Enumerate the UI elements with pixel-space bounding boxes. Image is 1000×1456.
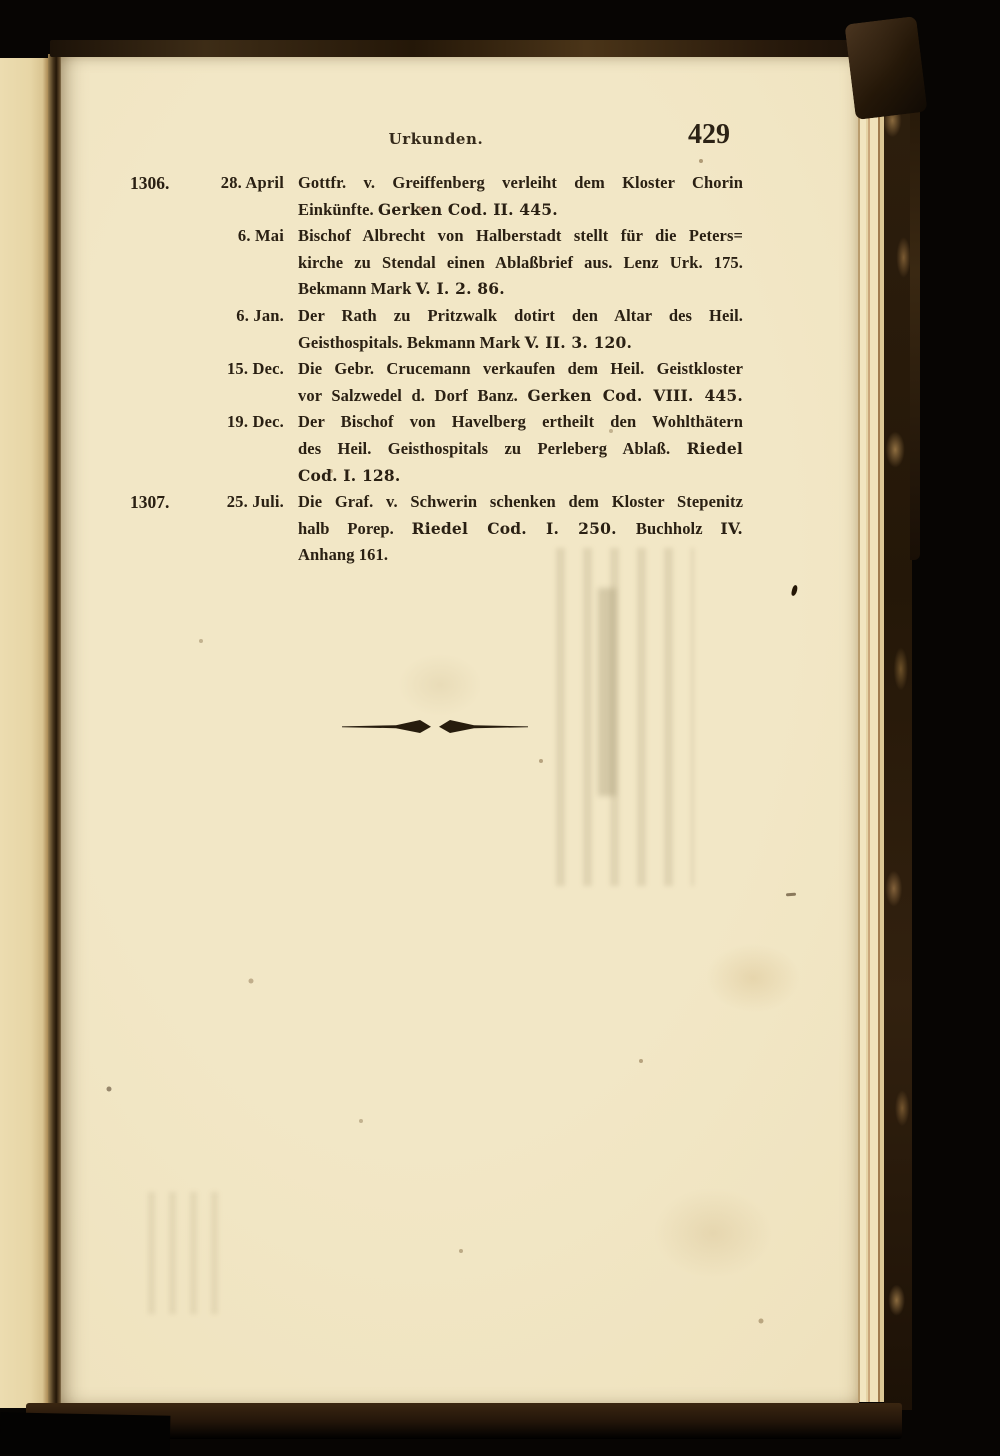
paper-stain	[628, 1168, 798, 1298]
show-through-text-smudge	[148, 1192, 232, 1314]
text-line: Cod. I. 128.	[298, 465, 401, 485]
register-entry	[130, 303, 743, 356]
page-number: 429	[688, 119, 730, 150]
register-entry	[130, 409, 743, 489]
divider-right-spear	[439, 720, 528, 733]
marbled-cover-fringe	[910, 80, 920, 560]
running-title: Urkunden.	[388, 130, 484, 148]
paper-specks	[0, 0, 2, 2]
text-line: kirche zu Stendal einen Ablaßbrief aus. Lenz Urk. 175.	[298, 252, 743, 272]
register-entry	[130, 170, 743, 223]
text-line: Die Gebr. Crucemann verkaufen dem Heil. Geistkloster	[298, 359, 743, 379]
text-line: Bekmann Mark V. I. 2. 86.	[298, 279, 505, 299]
section-divider-ornament	[340, 715, 530, 739]
show-through-text-smudge	[556, 548, 694, 886]
entry-date: 28. April	[220, 173, 284, 192]
left-page-edge	[0, 58, 50, 1408]
text-line: Einkünfte. Gerken Cod. II. 445.	[298, 199, 558, 219]
entry-year	[130, 223, 182, 303]
text-line: Gottfr. v. Greiffenberg verleiht dem Kloster Chorin	[298, 173, 743, 192]
text-line: vor Salzwedel d. Dorf Banz. Gerken Cod. VIII. 445.	[298, 385, 743, 405]
text-line: Der Rath zu Pritzwalk dotirt den Altar des Heil.	[298, 305, 743, 325]
text-line: Bischof Albrecht von Halberstadt stellt für die Peters=	[298, 226, 743, 246]
entry-text	[284, 409, 743, 489]
shadow-bottom-left	[0, 1412, 170, 1456]
entry-text	[284, 356, 743, 409]
entry-date: 25. Juli.	[226, 492, 284, 512]
register-entry	[130, 356, 743, 409]
entry-year: 1307.	[130, 492, 170, 513]
entry-date: 6. Mai	[237, 226, 284, 246]
text-line: Geisthospitals. Bekmann Mark V. II. 3. 120.	[298, 332, 633, 352]
entry-date: 19. Dec.	[226, 412, 284, 432]
cover-corner-top-right	[844, 16, 927, 120]
charter-register-list	[130, 170, 743, 569]
text-line: halb Porep. Riedel Cod. I. 250. Buchholz IV.	[298, 518, 743, 538]
divider-left-spear	[342, 720, 431, 733]
entry-text	[284, 489, 743, 569]
entry-year	[130, 356, 182, 409]
text-line: Der Bischof von Havelberg ertheilt den Wohlthätern	[298, 412, 743, 432]
right-page-edges	[858, 60, 885, 1402]
text-line: des Heil. Geisthospitals zu Perleberg Ablaß. Riedel	[298, 438, 743, 458]
entry-year	[130, 409, 182, 489]
text-line: Die Graf. v. Schwerin schenken dem Kloster Stepenitz	[298, 492, 743, 512]
book-top-edge	[50, 40, 914, 57]
entry-text	[284, 223, 743, 303]
entry-text	[284, 170, 743, 223]
marbled-cover-edge	[884, 38, 912, 1410]
entry-year	[130, 303, 182, 356]
entry-date: 15. Dec.	[226, 359, 284, 379]
paper-stain	[688, 930, 818, 1026]
entry-year: 1306.	[130, 173, 170, 193]
entry-date: 6. Jan.	[236, 305, 284, 325]
register-entry	[130, 223, 743, 303]
text-line: Anhang 161.	[298, 545, 389, 565]
show-through-text-smudge	[598, 588, 616, 796]
entry-text	[284, 303, 743, 356]
register-entry	[130, 489, 743, 569]
